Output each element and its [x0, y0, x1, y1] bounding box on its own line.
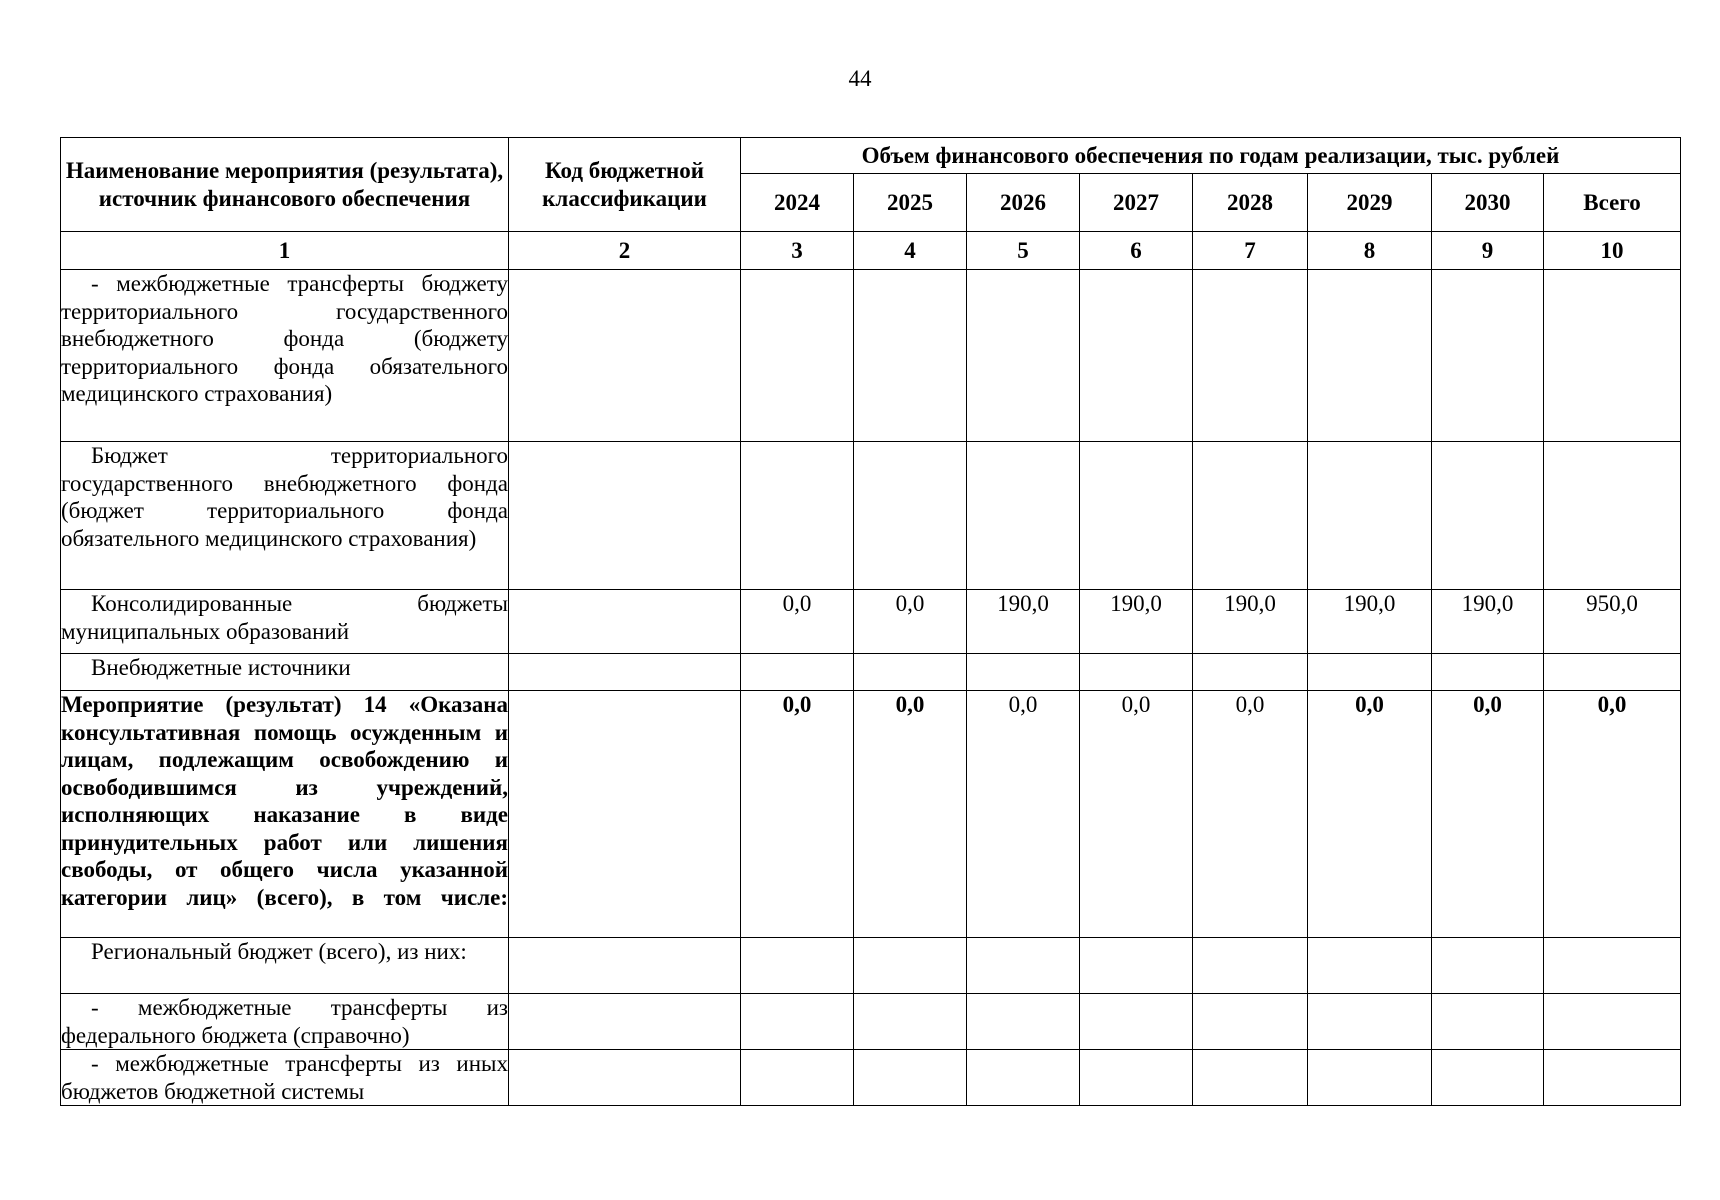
header-year: 2025 — [854, 174, 967, 232]
financing-table — [60, 137, 1681, 1106]
table-row — [61, 1050, 1681, 1106]
row-value — [1432, 938, 1544, 994]
row-value — [1308, 442, 1432, 590]
row-value: 0,0 — [854, 691, 967, 938]
column-number: 9 — [1432, 232, 1544, 270]
row-value — [1193, 1050, 1308, 1106]
header-total: Всего — [1544, 174, 1681, 232]
row-value: 0,0 — [1544, 691, 1681, 938]
row-code — [509, 590, 741, 654]
row-code — [509, 1050, 741, 1106]
row-value — [1544, 1050, 1681, 1106]
row-value — [1080, 270, 1193, 442]
column-number: 1 — [61, 232, 509, 270]
row-value — [1080, 654, 1193, 691]
row-value — [1432, 442, 1544, 590]
row-code — [509, 994, 741, 1050]
row-value — [1544, 270, 1681, 442]
row-value — [741, 654, 854, 691]
table-row — [61, 994, 1681, 1050]
row-name: Внебюджетные источники — [61, 654, 509, 691]
table-row — [61, 654, 1681, 691]
row-value — [1544, 938, 1681, 994]
row-value — [1432, 994, 1544, 1050]
row-value — [1432, 654, 1544, 691]
row-value — [1308, 938, 1432, 994]
row-code — [509, 691, 741, 938]
row-value — [967, 994, 1080, 1050]
row-value: 0,0 — [1193, 691, 1308, 938]
row-value — [1193, 442, 1308, 590]
header-volume: Объем финансового обеспечения по годам реализации, тыс. рублей — [741, 138, 1681, 174]
row-value — [1080, 1050, 1193, 1106]
row-value — [741, 1050, 854, 1106]
row-value: 0,0 — [741, 691, 854, 938]
row-value — [1308, 270, 1432, 442]
row-value: 0,0 — [1308, 691, 1432, 938]
table-row — [61, 270, 1681, 442]
row-value — [854, 1050, 967, 1106]
row-value — [1432, 270, 1544, 442]
header-year: 2030 — [1432, 174, 1544, 232]
row-value: 190,0 — [1308, 590, 1432, 654]
header-code: Код бюджетной классификации — [509, 138, 741, 232]
row-value: 0,0 — [1432, 691, 1544, 938]
row-value: 0,0 — [1080, 691, 1193, 938]
row-value — [1080, 938, 1193, 994]
row-value — [1193, 270, 1308, 442]
row-value — [967, 1050, 1080, 1106]
page-number: 44 — [848, 66, 872, 91]
row-code — [509, 938, 741, 994]
row-value — [1432, 1050, 1544, 1106]
column-number: 7 — [1193, 232, 1308, 270]
row-value — [854, 994, 967, 1050]
row-value — [1080, 994, 1193, 1050]
row-value — [741, 270, 854, 442]
header-year: 2027 — [1080, 174, 1193, 232]
row-value — [1308, 1050, 1432, 1106]
table-row — [61, 442, 1681, 590]
row-name: Региональный бюджет (всего), из них: — [61, 938, 509, 994]
row-value — [1193, 994, 1308, 1050]
row-value — [741, 994, 854, 1050]
header-year: 2024 — [741, 174, 854, 232]
table-row — [61, 590, 1681, 654]
row-value — [854, 270, 967, 442]
row-value — [967, 654, 1080, 691]
row-code — [509, 654, 741, 691]
row-value — [854, 938, 967, 994]
row-value: 190,0 — [967, 590, 1080, 654]
column-number: 8 — [1308, 232, 1432, 270]
row-name: - межбюджетные трансферты из федерального бюджета (справочно) — [61, 995, 508, 1048]
column-number: 5 — [967, 232, 1080, 270]
header-name: Наименование мероприятия (результата), источник финансового обеспечения — [61, 138, 509, 232]
row-value — [967, 270, 1080, 442]
row-value: 0,0 — [741, 590, 854, 654]
row-value — [854, 442, 967, 590]
row-value — [1308, 994, 1432, 1050]
row-value — [1544, 442, 1681, 590]
row-value: 0,0 — [854, 590, 967, 654]
row-value: 950,0 — [1544, 590, 1681, 654]
column-number: 3 — [741, 232, 854, 270]
header-year: 2026 — [967, 174, 1080, 232]
column-number: 10 — [1544, 232, 1681, 270]
row-name: Мероприятие (результат) 14 «Оказана консультативная помощь осужденным и лицам, подлежащим освобождению и освободившимся из учреждений, исполняющих наказание в виде принудительных работ или лишения свободы, от общего числа указанной категории лиц» (всего), в том числе: — [61, 691, 509, 938]
column-number: 4 — [854, 232, 967, 270]
row-value — [967, 938, 1080, 994]
row-value — [1080, 442, 1193, 590]
row-name: - межбюджетные трансферты из иных бюджетов бюджетной системы — [61, 1051, 508, 1104]
row-value — [1193, 654, 1308, 691]
row-value: 190,0 — [1432, 590, 1544, 654]
column-number: 6 — [1080, 232, 1193, 270]
header-year: 2029 — [1308, 174, 1432, 232]
row-value: 190,0 — [1080, 590, 1193, 654]
table-row — [61, 691, 1681, 938]
row-code — [509, 442, 741, 590]
row-value: 190,0 — [1193, 590, 1308, 654]
row-value — [967, 442, 1080, 590]
row-value — [854, 654, 967, 691]
row-value — [741, 938, 854, 994]
row-value — [1308, 654, 1432, 691]
table-row — [61, 938, 1681, 994]
row-name: Бюджет территориального государственного внебюджетного фонда (бюджет территориального фонда обязательного медицинского страхования) — [61, 442, 509, 590]
row-value — [1193, 938, 1308, 994]
row-value — [1544, 994, 1681, 1050]
header-year: 2028 — [1193, 174, 1308, 232]
row-value: 0,0 — [967, 691, 1080, 938]
row-value — [741, 442, 854, 590]
row-name: Консолидированные бюджеты муниципальных образований — [61, 590, 509, 654]
row-value — [1544, 654, 1681, 691]
row-code — [509, 270, 741, 442]
column-number: 2 — [509, 232, 741, 270]
row-name: - межбюджетные трансферты бюджету территориального государственного внебюджетного фонда (бюджету территориального фонда обязательного медицинского страхования) — [61, 270, 509, 442]
